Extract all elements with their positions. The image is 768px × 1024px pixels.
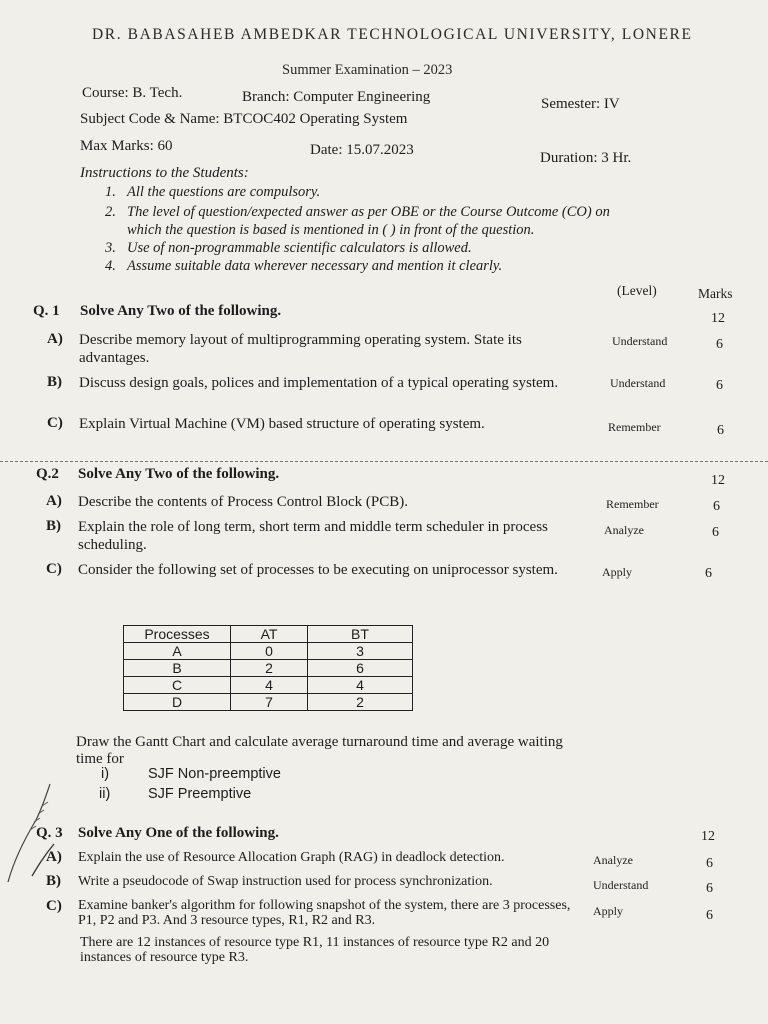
level-label: Apply bbox=[593, 904, 623, 918]
question-number: Q. 1 bbox=[33, 303, 60, 319]
sub-question: B) Discuss design goals, polices and implementation of a typical operating system. bbox=[47, 374, 559, 391]
instruction-item-continued: which the question is based is mentioned in ( ) in front of the question. bbox=[127, 222, 535, 238]
table-cell: D bbox=[124, 694, 231, 711]
level-label: Apply bbox=[602, 565, 632, 579]
table-cell: 2 bbox=[231, 660, 308, 677]
marks-value: 6 bbox=[713, 499, 720, 514]
table-row bbox=[124, 643, 413, 660]
date-label: Date: 15.07.2023 bbox=[310, 142, 414, 158]
table-cell: C bbox=[124, 677, 231, 694]
sub-question: C) Examine banker's algorithm for following snapshot of the system, there are 3 processes, P1, P2 and P3. And 3 resource types, R1, R2 and R3. bbox=[46, 898, 571, 928]
question-number: Q.2 bbox=[36, 466, 59, 482]
section-divider bbox=[0, 461, 768, 462]
question-marks: 12 bbox=[711, 473, 725, 488]
question-title: Solve Any Two of the following. bbox=[78, 466, 280, 482]
table-row bbox=[124, 660, 413, 677]
marks-value: 6 bbox=[716, 337, 723, 352]
question-number: Q. 3 bbox=[36, 825, 63, 841]
question-extra-info: There are 12 instances of resource type R1, 11 instances of resource type R2 and 20 instances of resource type R3. bbox=[80, 935, 550, 965]
instructions-title: Instructions to the Students: bbox=[80, 165, 249, 181]
table-cell: 0 bbox=[231, 643, 308, 660]
instruction-item: 4. Assume suitable data wherever necessary and mention it clearly. bbox=[105, 258, 503, 274]
level-label: Analyze bbox=[604, 523, 644, 537]
sub-question: A) Describe the contents of Process Control Block (PCB). bbox=[46, 493, 408, 510]
sub-question: A) Explain the use of Resource Allocation Graph (RAG) in deadlock detection. bbox=[46, 849, 505, 865]
marks-value: 6 bbox=[706, 856, 713, 871]
table-row bbox=[124, 677, 413, 694]
sub-question: B) Write a pseudocode of Swap instruction used for process synchronization. bbox=[46, 873, 493, 889]
question-marks: 12 bbox=[701, 829, 715, 844]
marks-value: 6 bbox=[705, 566, 712, 581]
table-cell: 2 bbox=[308, 694, 413, 711]
table-header: AT bbox=[231, 626, 308, 643]
table-header-row bbox=[124, 626, 413, 643]
option-text: SJF Non-preemptive bbox=[148, 766, 281, 782]
instruction-item: 1. All the questions are compulsory. bbox=[105, 184, 321, 200]
table-cell: 4 bbox=[308, 677, 413, 694]
level-label: Understand bbox=[610, 376, 666, 390]
level-label: Remember bbox=[606, 497, 659, 511]
sub-question: C) Explain Virtual Machine (VM) based structure of operating system. bbox=[47, 415, 485, 432]
level-column-header: (Level) bbox=[617, 283, 657, 298]
question-marks: 12 bbox=[711, 311, 725, 326]
course-label: Course: B. Tech. bbox=[82, 85, 183, 101]
branch-label: Branch: Computer Engineering bbox=[242, 89, 431, 105]
option-number: ii) bbox=[99, 786, 111, 802]
marks-value: 6 bbox=[712, 525, 719, 540]
table-cell: A bbox=[124, 643, 231, 660]
table-row bbox=[124, 694, 413, 711]
university-name: DR. BABASAHEB AMBEDKAR TECHNOLOGICAL UNIVERSITY, LONERE bbox=[92, 26, 693, 43]
table-cell: 7 bbox=[231, 694, 308, 711]
level-label: Understand bbox=[612, 334, 668, 348]
marks-column-header: Marks bbox=[698, 286, 733, 301]
table-cell: 6 bbox=[308, 660, 413, 677]
table-header: BT bbox=[308, 626, 413, 643]
table-cell: 3 bbox=[308, 643, 413, 660]
process-table bbox=[123, 625, 413, 711]
level-label: Analyze bbox=[593, 853, 633, 867]
sub-question: B) Explain the role of long term, short term and middle term scheduler in process scheduling. bbox=[46, 518, 548, 553]
sub-question: C) Consider the following set of processes to be executing on uniprocessor system. bbox=[46, 561, 558, 578]
option-text: SJF Preemptive bbox=[148, 786, 252, 802]
marks-value: 6 bbox=[706, 908, 713, 923]
marks-value: 6 bbox=[706, 881, 713, 896]
marks-value: 6 bbox=[717, 423, 724, 438]
duration-label: Duration: 3 Hr. bbox=[540, 150, 632, 166]
pen-tick-mark bbox=[28, 840, 58, 880]
level-label: Understand bbox=[593, 878, 649, 892]
semester-label: Semester: IV bbox=[541, 96, 620, 112]
question-title: Solve Any One of the following. bbox=[78, 825, 279, 841]
instruction-item: 3. Use of non-programmable scientific calculators is allowed. bbox=[105, 240, 472, 256]
marks-value: 6 bbox=[716, 378, 723, 393]
question-title: Solve Any Two of the following. bbox=[80, 303, 282, 319]
option-number: i) bbox=[101, 766, 110, 782]
table-cell: 4 bbox=[231, 677, 308, 694]
table-cell: B bbox=[124, 660, 231, 677]
instruction-item: 2. The level of question/expected answer as per OBE or the Course Outcome (CO) on bbox=[105, 204, 610, 220]
level-label: Remember bbox=[608, 420, 661, 434]
sub-question: A) Describe memory layout of multiprogramming operating system. State its advantages. bbox=[47, 331, 522, 366]
table-header: Processes bbox=[124, 626, 231, 643]
question-followup: Draw the Gantt Chart and calculate average turnaround time and average waiting time for bbox=[76, 734, 563, 767]
exam-title: Summer Examination – 2023 bbox=[282, 62, 453, 78]
subject-label: Subject Code & Name: BTCOC402 Operating System bbox=[80, 111, 408, 127]
max-marks-label: Max Marks: 60 bbox=[80, 138, 173, 154]
